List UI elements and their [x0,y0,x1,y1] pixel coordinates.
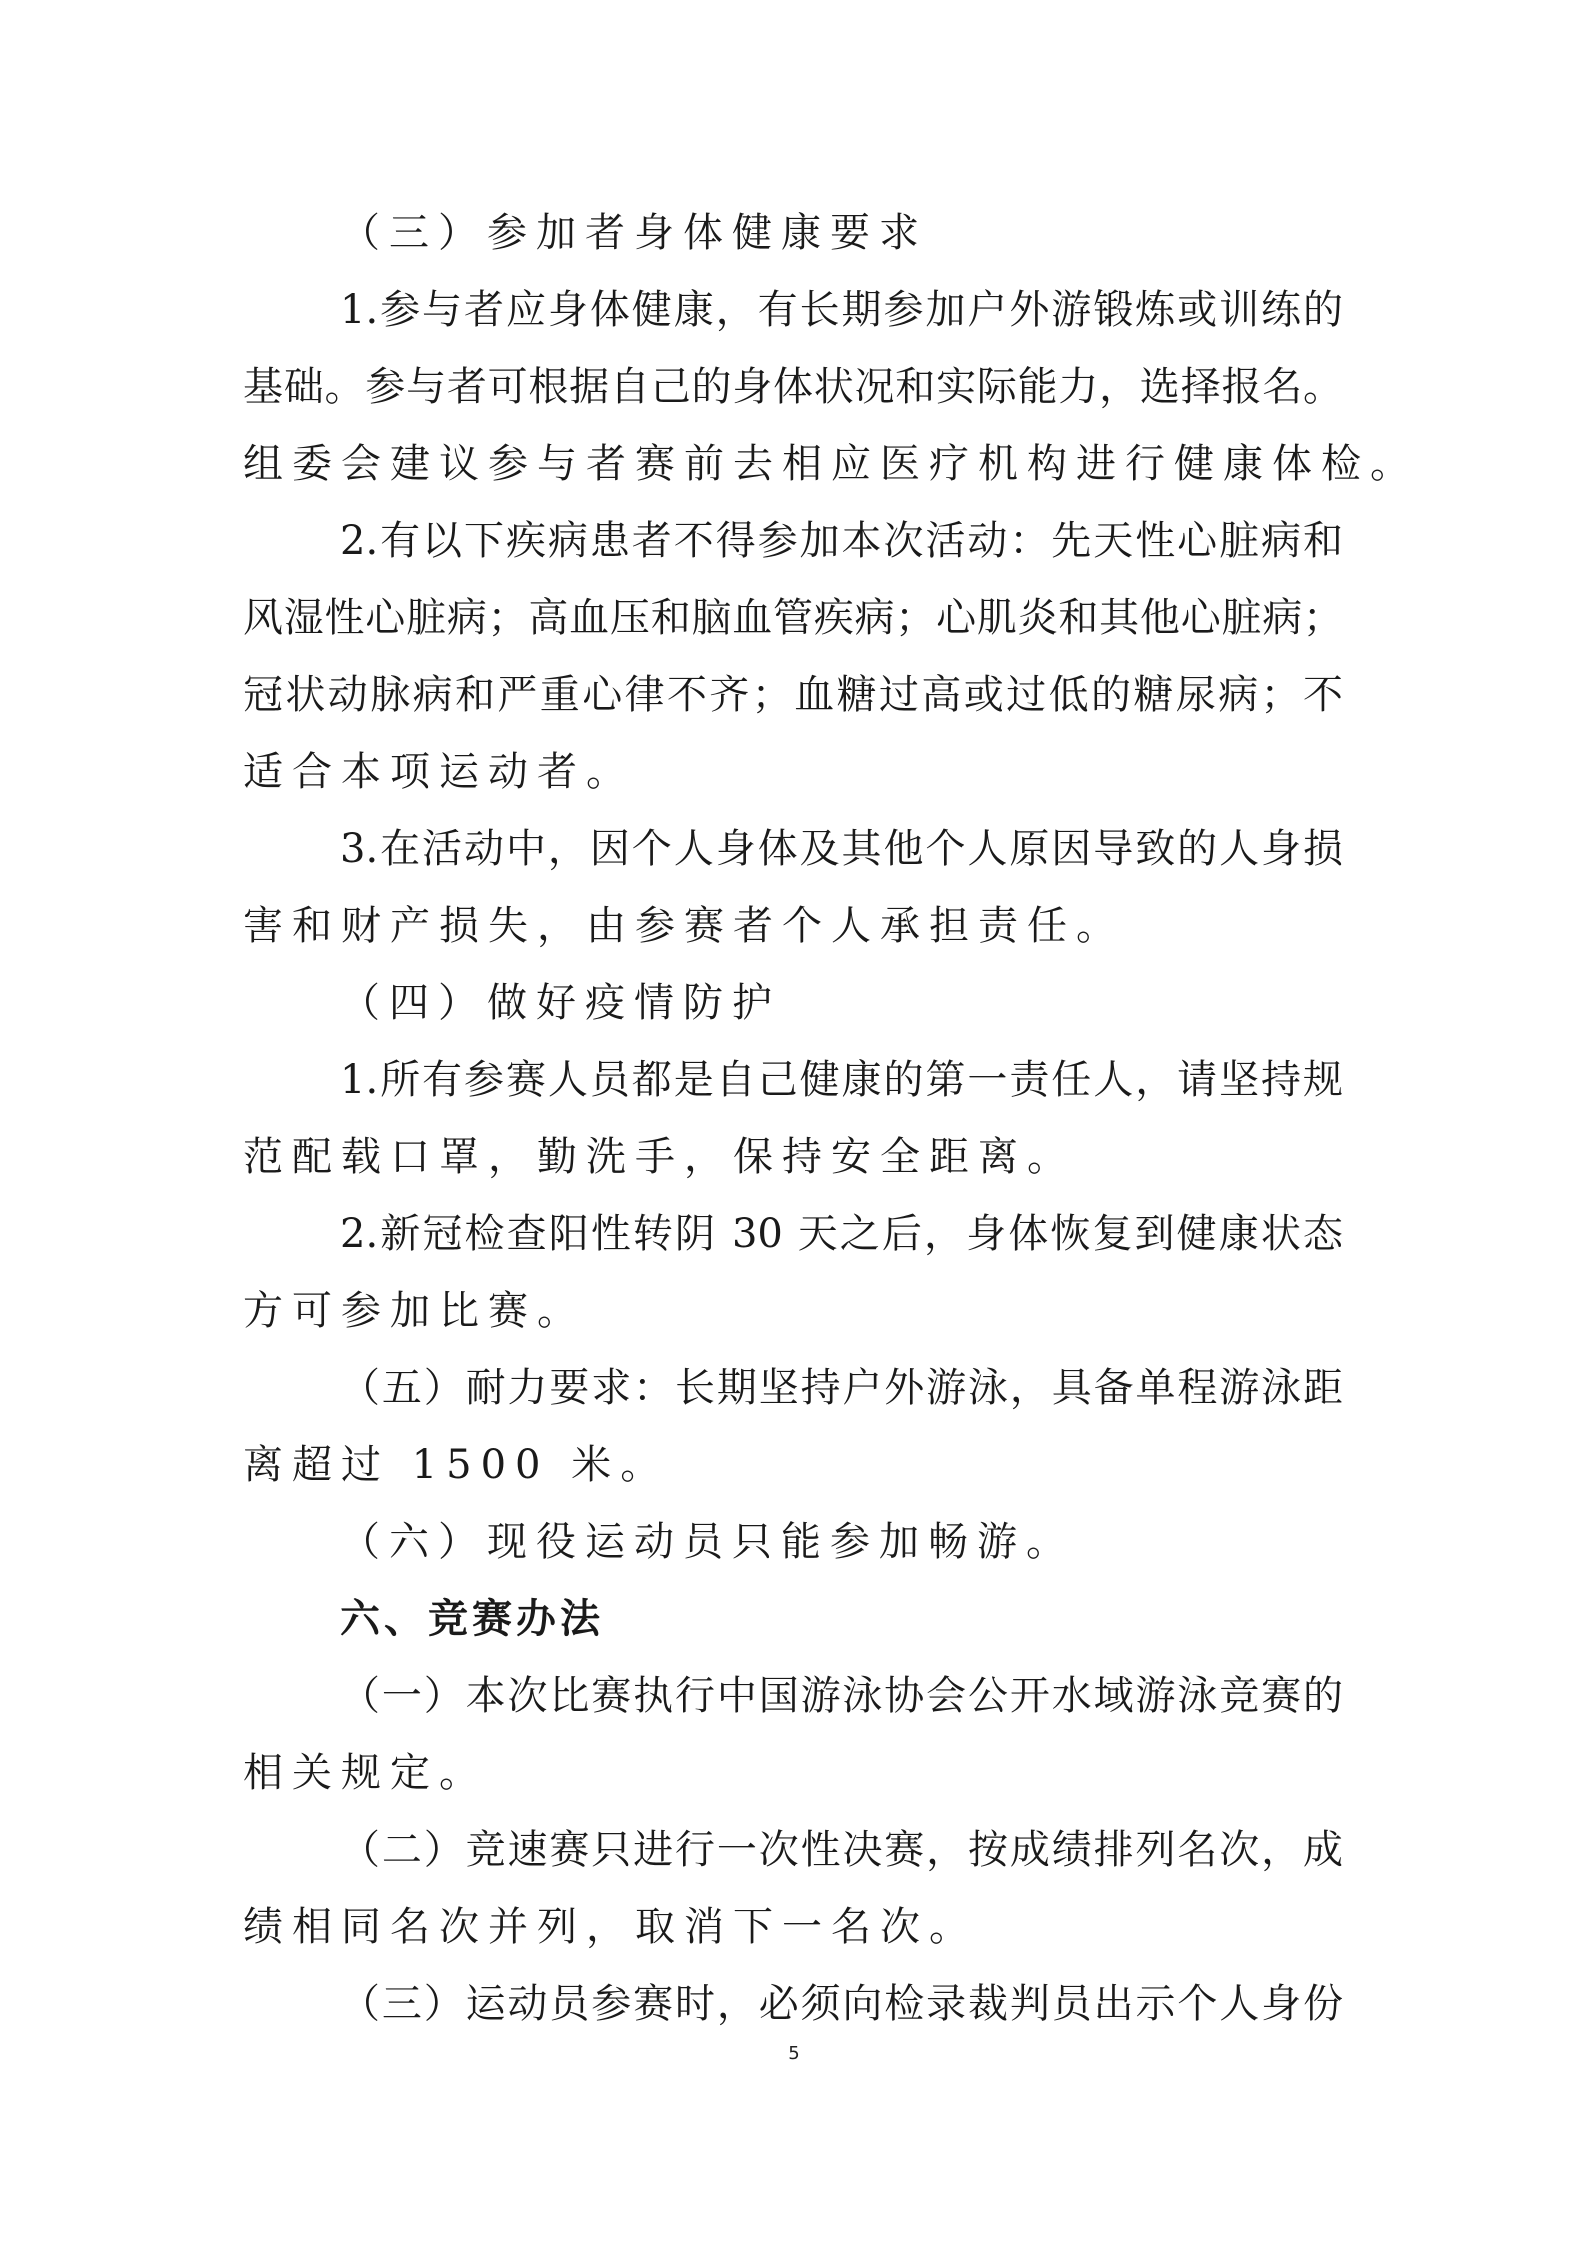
paragraph-line: （二）竞速赛只进行一次性决赛，按成绩排列名次，成 [340,1827,1343,1873]
paragraph-line: 相关规定。 [243,1750,488,1796]
section-title-epidemic-prevention: （四）做好疫情防护 [340,980,781,1026]
paragraph-line: 基础。参与者可根据自己的身体状况和实际能力，选择报名。 [243,364,1343,410]
paragraph-line: （三）运动员参赛时，必须向检录裁判员出示个人身份 [340,1981,1343,2027]
paragraph-line: （五）耐力要求：长期坚持户外游泳，具备单程游泳距 [340,1365,1343,1411]
paragraph-line: 害和财产损失，由参赛者个人承担责任。 [243,903,1125,949]
paragraph-line: 方可参加比赛。 [243,1288,586,1334]
paragraph-line: 3.在活动中，因个人身体及其他个人原因导致的人身损 [340,826,1343,872]
paragraph-line: 范配载口罩，勤洗手，保持安全距离。 [243,1134,1076,1180]
paragraph-line: （一）本次比赛执行中国游泳协会公开水域游泳竞赛的 [340,1673,1343,1719]
paragraph-line: 2.新冠检查阳性转阴 30 天之后，身体恢复到健康状态 [340,1211,1343,1257]
paragraph-line: 2.有以下疾病患者不得参加本次活动：先天性心脏病和 [340,518,1343,564]
paragraph-line: 离超过 1500 米。 [243,1442,670,1488]
section-title-health-requirements: （三）参加者身体健康要求 [340,210,928,256]
paragraph-line: 绩相同名次并列，取消下一名次。 [243,1904,978,1950]
paragraph-line: 风湿性心脏病；高血压和脑血管疾病；心肌炎和其他心脏病； [243,595,1343,641]
paragraph-line: 组委会建议参与者赛前去相应医疗机构进行健康体检。 [243,441,1419,487]
page-number: 5 [788,2043,800,2064]
paragraph-line: 冠状动脉病和严重心律不齐；血糖过高或过低的糖尿病；不 [243,672,1343,718]
paragraph-line: 1.参与者应身体健康，有长期参加户外游锻炼或训练的 [340,287,1343,333]
paragraph-line: （六）现役运动员只能参加畅游。 [340,1519,1075,1565]
paragraph-line: 适合本项运动者。 [243,749,635,795]
paragraph-line: 1.所有参赛人员都是自己健康的第一责任人，请坚持规 [340,1057,1343,1103]
heading-competition-rules: 六、竞赛办法 [340,1596,604,1642]
